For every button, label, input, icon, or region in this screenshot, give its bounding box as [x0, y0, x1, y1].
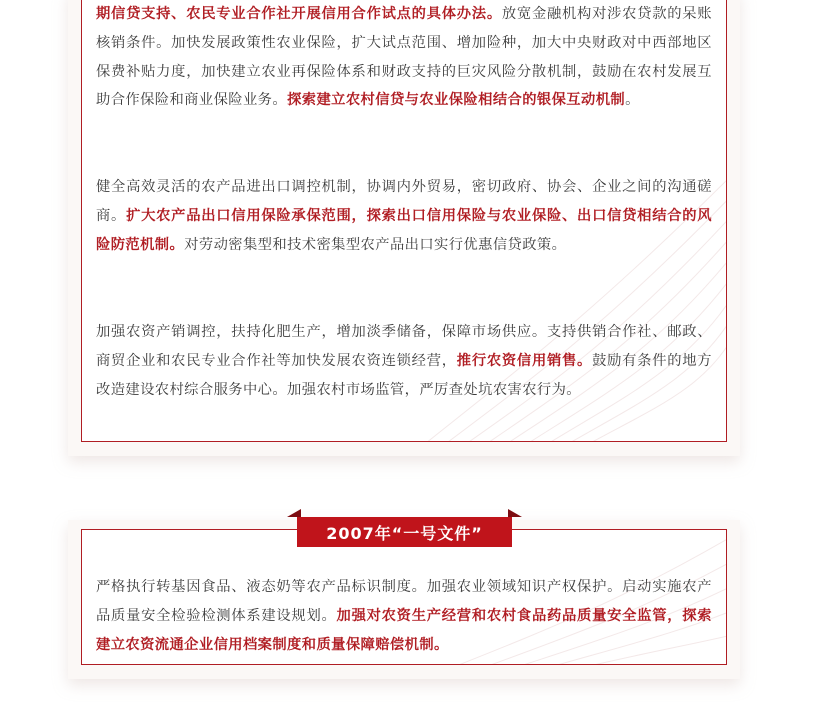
body-text: 放宽金融机构对涉农贷款的呆账核销条件。加快发展政策性农业保险，扩大试点范围、增加险种，加大中央财政对中西部地区保费补贴力度，加快建立农业再保险体系和财政支持的巨灾风险分散机制，鼓励在农村发展互助合作保险和商业保险业务。	[96, 6, 712, 109]
policy-card-1-border	[81, 0, 727, 442]
highlight-text: 扩大农产品出口信用保险承保范围，探索出口信用保险与农业保险、出口信贷相结合的风险防范机制。	[96, 207, 712, 253]
policy-card-1	[68, 0, 740, 456]
body-text: 严格执行转基因食品、液态奶等农产品标识制度。加强农业领域知识产权保护。启动实施农产品质量安全检验检测体系建设规划。	[96, 579, 712, 624]
highlight-text: 期信贷支持、农民专业合作社开展信用合作试点的具体办法。	[96, 6, 502, 22]
highlight-text: 推行农资信用销售。	[456, 352, 593, 369]
section-title-tag	[287, 509, 522, 547]
highlight-text: 探索建立农村信贷与农业保险相结合的银保互动机制	[287, 92, 626, 109]
body-text: 鼓励有条件的地方改造建设农村综合服务中心。加强农村市场监管，严厉查处坑农害农行为。	[96, 352, 712, 398]
body-text: 。	[625, 92, 640, 109]
section-title: 2007年“一号文件”	[297, 517, 512, 547]
highlight-text: 加强对农资生产经营和农村食品药品质量安全监管，探索建立农资流通企业信用档案制度和质量保障赔偿机制。	[96, 607, 713, 653]
ribbon-fold-right	[508, 509, 522, 517]
paragraph-import-export	[82, 173, 726, 259]
paragraph-agricultural-supplies	[82, 318, 726, 404]
policy-card-2007-border	[81, 529, 727, 665]
paragraph-credit-insurance	[82, 0, 726, 115]
body-text: 加强农资产销调控，扶持化肥生产，增加淡季储备，保障市场供应。支持供销合作社、邮政、商贸企业和农民专业合作社等加快发展农资连锁经营，	[96, 324, 712, 369]
body-text: 健全高效灵活的农产品进出口调控机制，协调内外贸易，密切政府、协会、企业之间的沟通磋商。	[96, 179, 712, 224]
body-text: 对劳动密集型和技术密集型农产品出口实行优惠信贷政策。	[184, 236, 567, 253]
ribbon-fold-left	[287, 509, 301, 517]
paragraph-quality-safety	[82, 573, 726, 659]
